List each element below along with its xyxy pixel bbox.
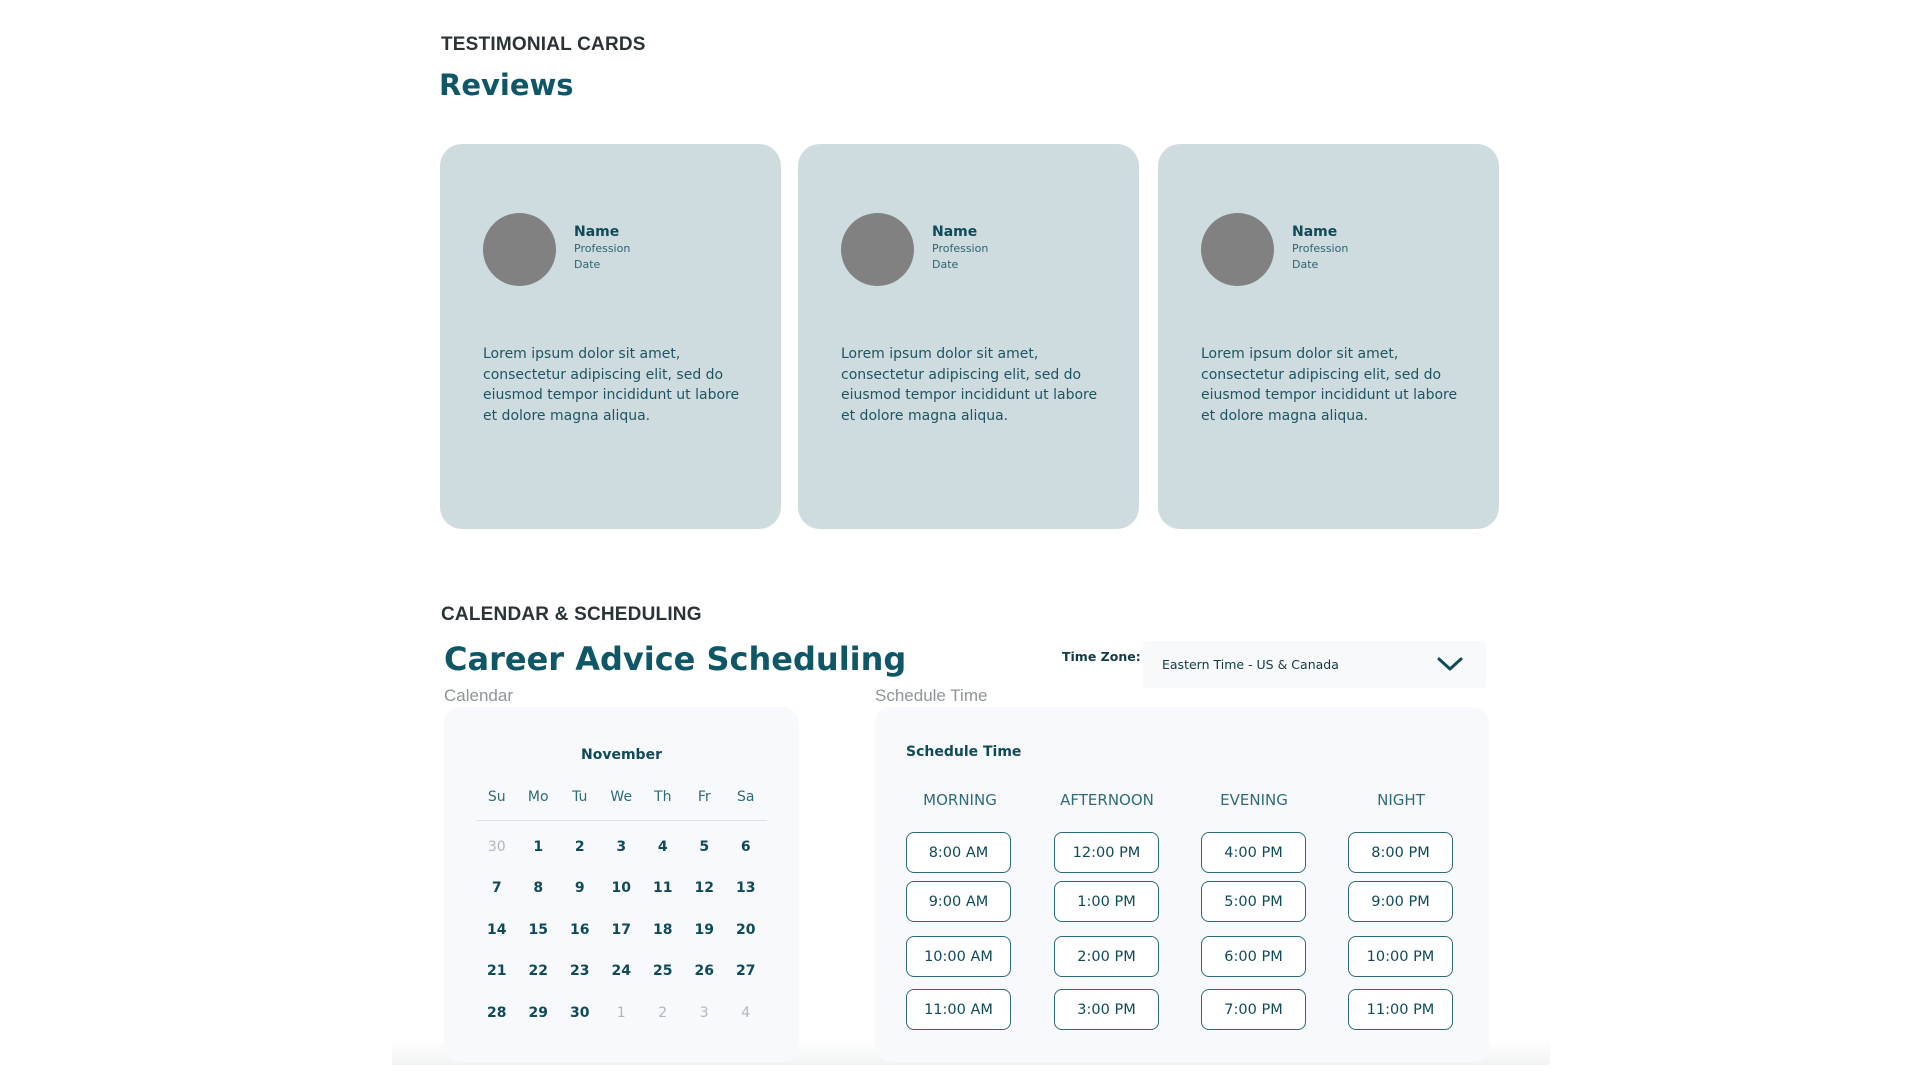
period-morning-label: MORNING: [923, 791, 997, 809]
time-slot-button[interactable]: 8:00 PM: [1348, 832, 1453, 873]
review-date: Date: [574, 258, 601, 271]
calendar-day[interactable]: 18: [653, 921, 673, 938]
calendar-day[interactable]: 21: [487, 963, 507, 980]
calendar-days: [476, 826, 767, 1034]
calendar-day[interactable]: 15: [528, 921, 548, 938]
time-slot-button[interactable]: 7:00 PM: [1201, 989, 1306, 1030]
calendar-day[interactable]: 4: [657, 838, 668, 855]
time-slot-button[interactable]: 6:00 PM: [1201, 936, 1306, 977]
review-date: Date: [1292, 258, 1319, 271]
time-slot-button[interactable]: 3:00 PM: [1054, 989, 1159, 1030]
calendar-day-outside-month[interactable]: 1: [616, 1004, 626, 1021]
avatar: [1201, 213, 1274, 286]
time-slot-button[interactable]: 4:00 PM: [1201, 832, 1306, 873]
time-slot-button[interactable]: 9:00 PM: [1348, 881, 1453, 922]
calendar-day[interactable]: 23: [570, 963, 590, 980]
weekday-label: Tu: [572, 789, 588, 805]
time-slot-button[interactable]: 10:00 AM: [906, 936, 1011, 977]
weekday-label: We: [610, 789, 633, 805]
weekday-header: [476, 787, 767, 821]
calendar-day[interactable]: 30: [570, 1004, 590, 1021]
calendar-day[interactable]: 1: [533, 838, 544, 855]
calendar-day-outside-month[interactable]: 30: [487, 838, 506, 855]
weekday-label: Th: [654, 789, 672, 805]
calendar-week: [476, 992, 767, 1034]
calendar-day[interactable]: 11: [653, 880, 673, 897]
calendar-label: Calendar: [444, 686, 513, 705]
reviewer-profession: Profession: [574, 242, 631, 255]
reviewer-name: Name: [932, 224, 978, 240]
calendar-day[interactable]: 22: [528, 963, 548, 980]
time-slot-button[interactable]: 12:00 PM: [1054, 832, 1159, 873]
time-slot-button[interactable]: 5:00 PM: [1201, 881, 1306, 922]
avatar: [483, 213, 556, 286]
calendar-week: [476, 909, 767, 951]
testimonial-section-tag: TESTIMONIAL CARDS: [441, 34, 646, 55]
calendar-panel: [444, 707, 799, 1062]
calendar-week: [476, 868, 767, 910]
reviewer-profession: Profession: [1292, 242, 1349, 255]
time-slot-button[interactable]: 11:00 AM: [906, 989, 1011, 1030]
calendar-day[interactable]: 9: [574, 880, 585, 897]
calendar-day[interactable]: 28: [487, 1004, 507, 1021]
calendar-day-outside-month[interactable]: 4: [741, 1004, 751, 1021]
avatar: [841, 213, 914, 286]
testimonial-card: [1158, 144, 1499, 529]
calendar-day[interactable]: 5: [699, 838, 710, 855]
time-slot-button[interactable]: 10:00 PM: [1348, 936, 1453, 977]
calendar-day-outside-month[interactable]: 2: [658, 1004, 668, 1021]
calendar-day[interactable]: 24: [611, 963, 631, 980]
period-afternoon-label: AFTERNOON: [1060, 791, 1154, 809]
calendar-day[interactable]: 26: [694, 963, 714, 980]
calendar-day[interactable]: 27: [736, 963, 756, 980]
calendar-day[interactable]: 14: [487, 921, 507, 938]
time-slot-button[interactable]: 8:00 AM: [906, 832, 1011, 873]
calendar-day[interactable]: 12: [694, 880, 714, 897]
calendar-day[interactable]: 19: [694, 921, 714, 938]
calendar-day[interactable]: 29: [528, 1004, 548, 1021]
calendar-day-outside-month[interactable]: 3: [699, 1004, 709, 1021]
timezone-select[interactable]: [1143, 641, 1486, 688]
period-night-label: NIGHT: [1377, 791, 1425, 809]
reviews-title: Reviews: [439, 68, 574, 102]
reviewer-name: Name: [574, 224, 620, 240]
reviewer-name: Name: [1292, 224, 1338, 240]
schedule-panel-title: Schedule Time: [906, 744, 1022, 760]
weekday-label: Sa: [737, 789, 755, 805]
timezone-label: Time Zone:: [1062, 649, 1141, 664]
calendar-day[interactable]: 6: [740, 838, 751, 855]
calendar-day[interactable]: 8: [533, 880, 544, 897]
calendar-month: November: [581, 747, 662, 763]
weekday-label: Mo: [527, 789, 549, 805]
time-slot-button[interactable]: 11:00 PM: [1348, 989, 1453, 1030]
calendar-grid: [476, 787, 767, 1034]
calendar-week: [476, 826, 767, 868]
calendar-day[interactable]: 20: [736, 921, 756, 938]
period-evening-label: EVENING: [1220, 791, 1288, 809]
chevron-down-icon: [1436, 655, 1464, 673]
scheduling-title: Career Advice Scheduling: [444, 640, 907, 678]
testimonial-card: [440, 144, 781, 529]
time-slot-button[interactable]: 1:00 PM: [1054, 881, 1159, 922]
schedule-panel: [875, 707, 1489, 1062]
review-date: Date: [932, 258, 959, 271]
scheduling-section-tag: CALENDAR & SCHEDULING: [441, 604, 702, 625]
review-text: Lorem ipsum dolor sit amet, consectetur adipiscing elit, sed do eiusmod tempor incididunt ut labore et dolore magna aliqua.: [483, 346, 740, 424]
timezone-value: Eastern Time - US & Canada: [1162, 657, 1339, 672]
calendar-day[interactable]: 13: [736, 880, 756, 897]
review-text: Lorem ipsum dolor sit amet, consectetur adipiscing elit, sed do eiusmod tempor incididunt ut labore et dolore magna aliqua.: [841, 346, 1098, 424]
calendar-day[interactable]: 2: [574, 838, 585, 855]
calendar-day[interactable]: 7: [491, 880, 502, 897]
calendar-day[interactable]: 10: [611, 880, 631, 897]
calendar-week: [476, 951, 767, 993]
weekday-label: Su: [487, 789, 506, 805]
calendar-day[interactable]: 17: [611, 921, 631, 938]
calendar-day[interactable]: 3: [616, 838, 627, 855]
time-slot-button[interactable]: 2:00 PM: [1054, 936, 1159, 977]
calendar-day[interactable]: 16: [570, 921, 590, 938]
weekday-label: Fr: [697, 789, 711, 805]
time-slot-button[interactable]: 9:00 AM: [906, 881, 1011, 922]
testimonial-card: [798, 144, 1139, 529]
calendar-day[interactable]: 25: [653, 963, 673, 980]
review-text: Lorem ipsum dolor sit amet, consectetur adipiscing elit, sed do eiusmod tempor incididunt ut labore et dolore magna aliqua.: [1201, 346, 1458, 424]
reviewer-profession: Profession: [932, 242, 989, 255]
schedule-label: Schedule Time: [875, 686, 988, 705]
